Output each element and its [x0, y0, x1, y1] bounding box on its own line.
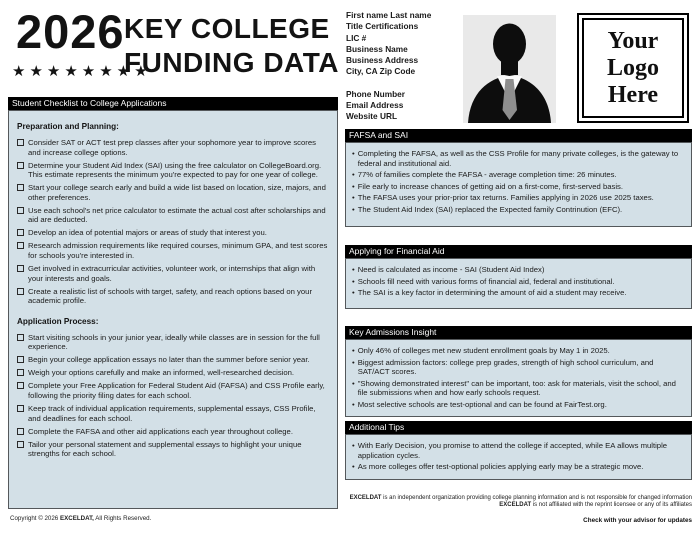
checklist-item-text: Use each school's net price calculator to estimate the actual cost after scholarships and aid are deducted. [28, 205, 326, 225]
bullet-text: File early to increase chances of getting aid on a first-come, first-served basis. [357, 181, 624, 191]
bullet-text: The FAFSA uses your prior-prior tax returns. Families applying in 2026 use 2025 taxes. [357, 193, 654, 203]
page-title [124, 12, 339, 80]
bullet-icon: • [352, 276, 355, 286]
checklist-header-bar: Student Checklist to College Applications [8, 97, 338, 110]
bullet-text: Only 46% of colleges met new student enrollment goals by May 1 in 2025. [357, 346, 610, 355]
copyright-brand: EXCELDAT, [59, 515, 94, 522]
contact-lines-secondary [346, 89, 431, 123]
checkbox-icon [17, 139, 24, 146]
bullet-text: As more colleges offer test-optional policies applying early may be a strategic move. [357, 462, 644, 472]
checkbox-icon [17, 162, 24, 169]
checkbox-icon [17, 184, 24, 191]
contact-line: Phone Number [346, 88, 406, 99]
checklist-item [17, 264, 329, 283]
bullet-text: Need is calculated as income - SAI (Student Aid Index) [357, 265, 545, 274]
bullet-text: The SAI is a key factor in determining the amount of aid a student may receive. [357, 288, 627, 298]
checklist-item [17, 161, 329, 180]
contact-info-block [346, 10, 431, 123]
logo-placeholder [577, 13, 689, 123]
section-applying-for-financial-aid [345, 245, 692, 309]
bullet-icon: • [352, 149, 355, 158]
stars-row-icon: ★★★★★★★★ [12, 63, 152, 80]
checkbox-icon [17, 382, 24, 389]
contact-line: Business Name [346, 43, 408, 54]
bullet-item [352, 265, 685, 275]
checklist-item-text: Research admission requirements like required courses, minimum GPA, and test scores for schools you're interested in. [28, 241, 328, 260]
checklist-item-text: Develop an idea of potential majors or areas of study that interest you. [28, 228, 267, 238]
checklist-box [8, 110, 338, 509]
section-box [345, 258, 692, 309]
checkbox-icon [17, 428, 24, 435]
checklist-item [17, 440, 329, 459]
section-fafsa-and-sai [345, 129, 692, 227]
checklist-item [17, 404, 329, 423]
disclaimer1-brand: EXCELDAT [349, 495, 382, 501]
disclaimer-block [262, 495, 692, 524]
checklist-item-text: Start your college search early and build a wide list based on location, size, majors, and other preferences. [28, 183, 326, 202]
bullet-icon: • [352, 378, 355, 388]
bullet-item [352, 277, 685, 287]
checklist-item [17, 183, 329, 202]
section-box [345, 142, 692, 227]
checkbox-icon [17, 334, 24, 341]
bullet-icon: • [352, 170, 355, 180]
checkbox-icon [17, 441, 24, 448]
bullet-item [352, 400, 685, 410]
checklist-item [17, 427, 329, 437]
contact-line: First name Last name [346, 10, 432, 20]
bullet-item [352, 149, 685, 168]
bullet-icon: • [352, 181, 355, 191]
checklist-item-text: Keep track of individual application requirements, supplemental essays, CSS Profile, and deadlines for each school. [28, 403, 316, 423]
checkbox-icon [17, 356, 24, 363]
checkbox-icon [17, 288, 24, 295]
checklist-item-text: Create a realistic list of schools with target, safety, and reach options based on your academic profile. [28, 286, 313, 306]
bullet-icon: • [352, 346, 355, 355]
contact-line: Email Address [346, 100, 404, 111]
bullet-item [352, 462, 685, 472]
section-key-admissions-insight [345, 326, 692, 417]
copyright-prefix: Copyright © 2026 [10, 515, 60, 522]
bullet-item [352, 288, 685, 298]
bullet-item [352, 182, 685, 192]
disclaimer-line-2 [262, 502, 692, 509]
page-title-line2: FUNDING DATA [124, 47, 339, 78]
bullet-item [352, 441, 685, 460]
checklist-item-text: Consider SAT or ACT test prep classes after your sophomore year to improve scores and increase college options. [28, 138, 316, 157]
year-heading: 2026 [16, 5, 125, 58]
disclaimer-line-1 [262, 495, 692, 502]
logo-line: Logo [606, 54, 659, 81]
bullet-icon: • [352, 357, 355, 367]
disclaimer2-brand: EXCELDAT [499, 502, 532, 509]
section-header-bar: Key Admissions Insight [345, 326, 692, 339]
checklist-item [17, 241, 329, 260]
copyright-suffix: All Rights Reserved. [93, 515, 152, 522]
bullet-text: Biggest admission factors: college prep grades, strength of high school curriculum, and SAT/ACT scores. [357, 357, 654, 377]
contact-line: LIC # [346, 32, 367, 43]
bullet-text: Completing the FAFSA, as well as the CSS Profile for many private colleges, is the gateway to federal and institutional aid. [357, 149, 679, 168]
contact-line: Title Certifications [346, 21, 419, 32]
checkbox-icon [17, 405, 24, 412]
bullet-icon: • [352, 399, 355, 409]
checklist-item [17, 206, 329, 225]
contact-line: City, CA Zip Code [346, 66, 416, 77]
disclaimer2-text: is not affiliated with the reprint licensee or any of its affiliates [531, 502, 692, 509]
checklist-item [17, 355, 329, 365]
headshot-photo [463, 15, 556, 123]
checklist-item [17, 138, 329, 157]
checklist-item-text: Weigh your options carefully and make an informed, well-researched decision. [28, 368, 295, 378]
page-title-line1: KEY COLLEGE [124, 13, 330, 44]
contact-lines [346, 10, 431, 78]
bullet-text: With Early Decision, you promise to attend the college if accepted, while EA allows multiple application cycles. [357, 441, 668, 460]
logo-line: Here [607, 81, 659, 108]
bullet-item [352, 205, 685, 215]
checklist-item [17, 333, 329, 352]
advisor-note: Check with your advisor for updates [583, 516, 692, 524]
checklist-item-text: Determine your Student Aid Index (SAI) using the free calculator on CollegeBoard.org. This estimate represents the minimum you're expected to pay for one year of college. [28, 160, 322, 180]
bullet-icon: • [352, 193, 355, 203]
section-header-bar: Applying for Financial Aid [345, 245, 692, 258]
disclaimer1-text: is an independent organization providing college planning information and is not responsible for changed information [381, 495, 692, 501]
checklist-item-text: Tailor your personal statement and supplemental essays to highlight your unique strengths for each school. [28, 439, 302, 459]
checklist-item [17, 381, 329, 400]
checklist-item-text: Start visiting schools in your junior year, ideally while classes are in session for the full experience. [28, 332, 320, 352]
checklist-section-heading: Application Process: [17, 316, 99, 326]
bullet-text: 77% of families complete the FAFSA - average completion time: 26 minutes. [357, 170, 617, 180]
contact-line: Business Address [346, 55, 419, 66]
section-additional-tips [345, 421, 692, 480]
copyright-line [10, 515, 151, 522]
bullet-icon: • [352, 462, 355, 472]
section-box [345, 339, 692, 417]
person-silhouette-icon [463, 15, 556, 123]
checklist-item-text: Get involved in extracurricular activities, volunteer work, or internships that align with your interests and goals. [28, 264, 316, 283]
bullet-item [352, 193, 685, 203]
checklist-body [17, 122, 329, 459]
section-header-bar: FAFSA and SAI [345, 129, 692, 142]
checkbox-icon [17, 229, 24, 236]
bullet-icon: • [352, 265, 355, 274]
checkbox-icon [17, 242, 24, 249]
contact-line: Website URL [346, 111, 398, 122]
checkbox-icon [17, 369, 24, 376]
checklist-item-text: Begin your college application essays no later than the summer before senior year. [28, 355, 310, 365]
bullet-text: The Student Aid Index (SAI) replaced the Expected family Contrinution (EFC). [357, 204, 623, 214]
bullet-icon: • [352, 204, 355, 214]
checklist-item-text: Complete your Free Application for Federal Student Aid (FAFSA) and CSS Profile early, following the priority filing dates for each school. [28, 381, 325, 400]
bullet-text: "Showing demonstrated interest" can be important, too: ask for materials, visit the school, and file submissions when and how early schools request. [357, 378, 676, 398]
checkbox-icon [17, 207, 24, 214]
section-box [345, 434, 692, 480]
bullet-icon: • [352, 441, 355, 450]
checklist-item-text: Complete the FAFSA and other aid applications each year throughout college. [28, 426, 293, 436]
logo-placeholder-text [582, 18, 684, 118]
checkbox-icon [17, 265, 24, 272]
checklist-item [17, 228, 329, 238]
checklist-section-heading: Preparation and Planning: [17, 122, 119, 131]
bullet-icon: • [352, 288, 355, 298]
bullet-item [352, 358, 685, 377]
bullet-item [352, 170, 685, 180]
bullet-text: Most selective schools are test-optional and can be found at FairTest.org. [357, 399, 607, 409]
logo-line: Your [607, 27, 659, 54]
section-header-bar: Additional Tips [345, 421, 692, 434]
checklist-item [17, 287, 329, 306]
bullet-item [352, 379, 685, 398]
bullet-text: Schools fill need with various forms of financial aid, federal and institutional. [357, 276, 615, 286]
checklist-item [17, 368, 329, 378]
bullet-item [352, 346, 685, 356]
